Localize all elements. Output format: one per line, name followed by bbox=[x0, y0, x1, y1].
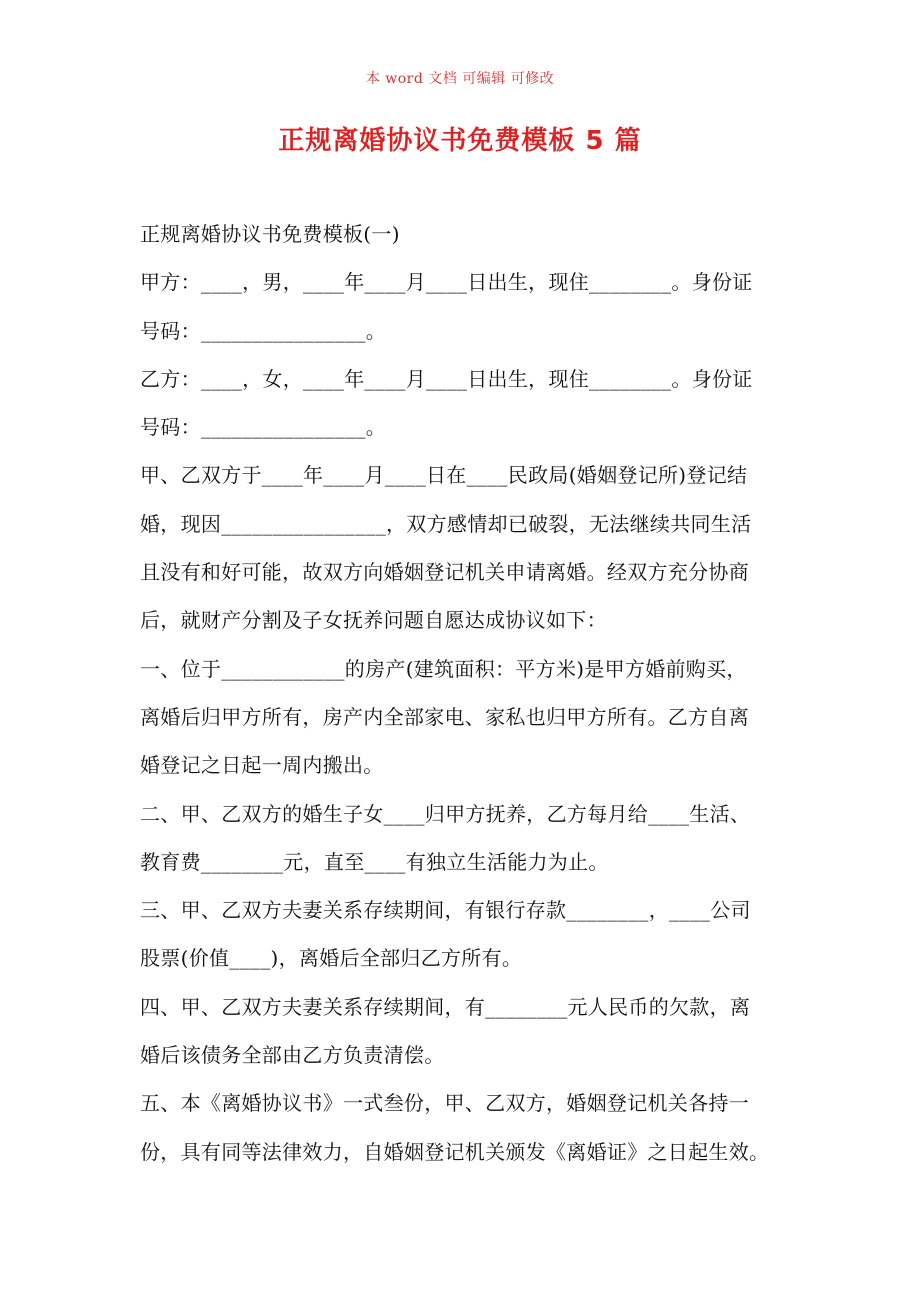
clause-4: 四、甲、乙双方夫妻关系存续期间，有________元人民币的欠款，离 bbox=[140, 994, 751, 1019]
clause-5: 五、本《离婚协议书》一式叁份，甲、乙双方，婚姻登记机关各持一 bbox=[140, 1091, 749, 1116]
body-line: 号码：________________。 bbox=[140, 318, 386, 343]
body-line: 且没有和好可能，故双方向婚姻登记机关申请离婚。经双方充分协商 bbox=[140, 560, 749, 585]
clause-2: 二、甲、乙双方的婚生子女____归甲方抚养，乙方每月给____生活、 bbox=[140, 801, 751, 826]
body-line: 号码：________________。 bbox=[140, 415, 386, 440]
body-line: 教育费________元，直至____有独立生活能力为止。 bbox=[140, 849, 609, 874]
header-note: 本 word 文档 可编辑 可修改 bbox=[365, 71, 555, 87]
body-line: 甲、乙双方于____年____月____日在____民政局(婚姻登记所)登记结 bbox=[140, 463, 748, 488]
body-line: 婚，现因________________，双方感情却已破裂，无法继续共同生活 bbox=[140, 511, 752, 536]
body-line: 份，具有同等法律效力，自婚姻登记机关颁发《离婚证》之日起生效。 bbox=[140, 1139, 770, 1164]
body-line: 后，就财产分割及子女抚养问题自愿达成协议如下： bbox=[140, 608, 607, 633]
document-title: 正规离婚协议书免费模板 5 篇 bbox=[278, 126, 642, 156]
clause-3: 三、甲、乙双方夫妻关系存续期间，有银行存款________，____公司 bbox=[140, 898, 751, 923]
section-heading: 正规离婚协议书免费模板(一) bbox=[140, 222, 400, 246]
body-line: 乙方：____，女，____年____月____日出生，现住________。身份证 bbox=[140, 366, 753, 391]
body-line: 股票(价值____)，离婚后全部归乙方所有。 bbox=[140, 946, 523, 971]
body-line: 甲方：____，男，____年____月____日出生，现住________。身份证 bbox=[140, 270, 753, 295]
agreement-body bbox=[140, 210, 800, 1176]
clause-1: 一、位于____________的房产(建筑面积：平方米)是甲方婚前购买， bbox=[140, 656, 747, 681]
body-line: 婚后该债务全部由乙方负责清偿。 bbox=[140, 1043, 445, 1068]
body-line: 婚登记之日起一周内搬出。 bbox=[140, 753, 384, 778]
body-line: 离婚后归甲方所有，房产内全部家电、家私也归甲方所有。乙方自离 bbox=[140, 704, 749, 729]
